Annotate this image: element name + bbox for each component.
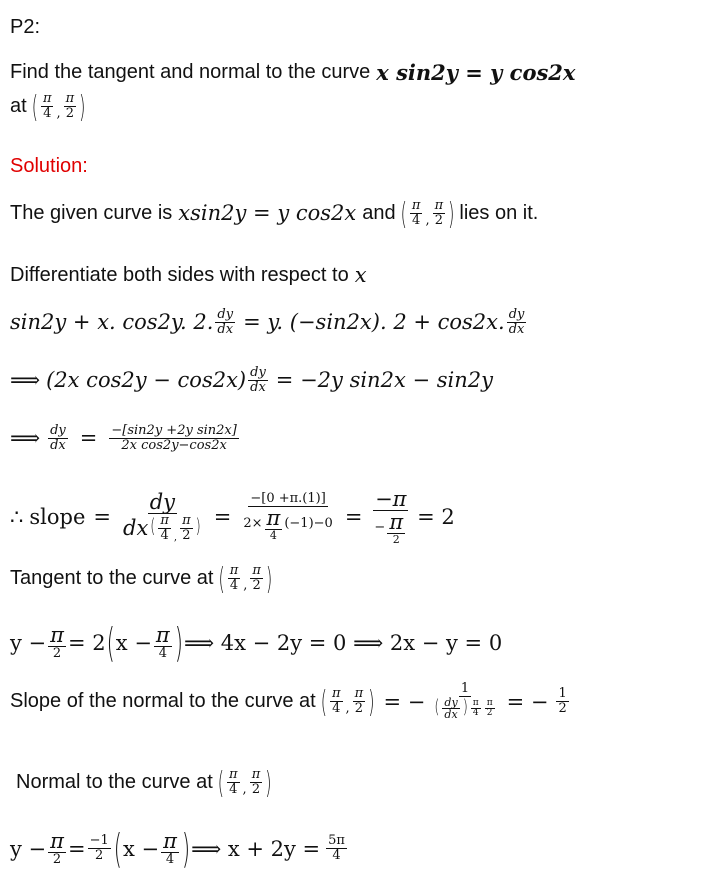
slope-simplified: −π − $\frac{\pi}{2}$ (374, 487, 407, 547)
step2-arrow: ⟹ (10, 368, 41, 393)
problem-prefix: Find the tangent and normal to the curve (10, 61, 371, 83)
given-curve: xsin2y = y cos2x (178, 201, 357, 226)
given-point: ( $\frac{\pi}{4}$ , $\frac{\pi}{2}$ ) (400, 195, 455, 232)
normal-point: ( $\frac{\pi}{4}$ , $\frac{\pi}{2}$ ) (217, 764, 272, 801)
problem-label: P2: (10, 16, 41, 38)
normal-slope-line: Slope of the normal to the curve at ( $\frac{\pi}{4}$ , $\frac{\pi}{2}$ ) = − 1 ( $\frac{dy}{dx}$ ) $\frac{\pi}{4}$ $\frac{\pi}{2}$ = − $\frac{1}{2}$ (10, 681, 567, 722)
step2-right: = −2y sin2x − sin2y (275, 368, 493, 393)
problem-statement (10, 60, 575, 85)
slope-word: slope (29, 505, 86, 530)
normal-slope-point: ( $\frac{\pi}{4}$ , $\frac{\pi}{2}$ ) (320, 683, 375, 720)
given-line (10, 195, 539, 232)
problem-at: at (10, 94, 27, 117)
step1-left: sin2y + x. cos2y. 2. (10, 310, 214, 335)
step2-derivative: $\frac{dy}{dx}$ (250, 365, 266, 395)
step2-left: (2x cos2y − cos2x) (46, 368, 247, 393)
differentiate-line (10, 263, 367, 287)
step1-mid: = y. (−sin2x). 2 + cos2x. (243, 310, 505, 335)
slope-substitution: −[0 +π.(1)] 2× $\frac{\pi}{4}$ (−1)−0 (243, 491, 333, 542)
step-2 (10, 366, 493, 395)
normal-slope-value: $\frac{1}{2}$ (558, 686, 567, 716)
step1-derivative: $\frac{dy}{dx}$ (217, 307, 234, 337)
slope-result: = 2 (417, 505, 455, 530)
problem-point: ( $\frac{\pi}{4}$ , $\frac{\pi}{2}$ ) (31, 88, 86, 125)
step-4: ∴ slope = dy dx ( $\frac{\pi}{4}$ , $\frac{\pi}{2}$ ) = −[0 +π.(1)] 2× $\frac{\pi}{4}$ (−1)−0 = −π − $\frac{\pi}{2}$ = 2 (10, 487, 455, 547)
problem-curve: x sin2y = y cos2x (376, 60, 576, 85)
given-suffix: lies on it. (459, 201, 539, 224)
tangent-point: ( $\frac{\pi}{4}$ , $\frac{\pi}{2}$ ) (218, 560, 273, 597)
given-and: and (362, 201, 396, 224)
normal-slope-fraction: 1 ( $\frac{dy}{dx}$ ) $\frac{\pi}{4}$ $\frac{\pi}{2}$ (434, 681, 493, 722)
solution-heading: Solution: (10, 155, 88, 177)
therefore-symbol: ∴ (10, 505, 24, 530)
problem-point-line (10, 88, 90, 125)
normal-result: ⟹ x + 2y = (191, 836, 321, 861)
tangent-result: ⟹ 4x − 2y = 0 ⟹ 2x − y = 0 (183, 630, 503, 655)
step-1 (10, 308, 528, 337)
step3-expression: $\frac{\text{−[sin2y +2y sin2x]}}{\text{2x cos2y−cos2x}}$ (111, 423, 237, 453)
differentiate-var: x (354, 263, 367, 287)
slope-derivative: dy dx ( $\frac{\pi}{4}$ , $\frac{\pi}{2}$ ) (123, 490, 201, 544)
step1-derivative-right: $\frac{dy}{dx}$ (508, 307, 525, 337)
step3-derivative: $\frac{dy}{dx}$ (50, 423, 66, 453)
given-prefix: The given curve is (10, 201, 173, 224)
normal-equation: y − $\frac{\pi}{2}$ = $\frac{-1}{2}$ ( x − $\frac{\pi}{4}$ ) ⟹ x + 2y = $\frac{5\pi}{4}$ (10, 825, 345, 872)
tangent-equation: y − $\frac{\pi}{2}$ = 2 ( x − $\frac{\pi}{4}$ ) ⟹ 4x − 2y = 0 ⟹ 2x − y = 0 (10, 619, 503, 666)
differentiate-text: Differentiate both sides with respect to (10, 263, 349, 286)
step-3: ⟹ $\frac{dy}{dx}$ = $\frac{\text{−[sin2y +2y sin2x]}}{\text{2x cos2y−cos2x}}$ (10, 423, 237, 453)
step3-arrow: ⟹ (10, 426, 41, 451)
tangent-heading: Tangent to the curve at ( $\frac{\pi}{4}$ , $\frac{\pi}{2}$ ) (10, 560, 273, 597)
normal-heading: Normal to the curve at ( $\frac{\pi}{4}$ , $\frac{\pi}{2}$ ) (16, 764, 272, 801)
